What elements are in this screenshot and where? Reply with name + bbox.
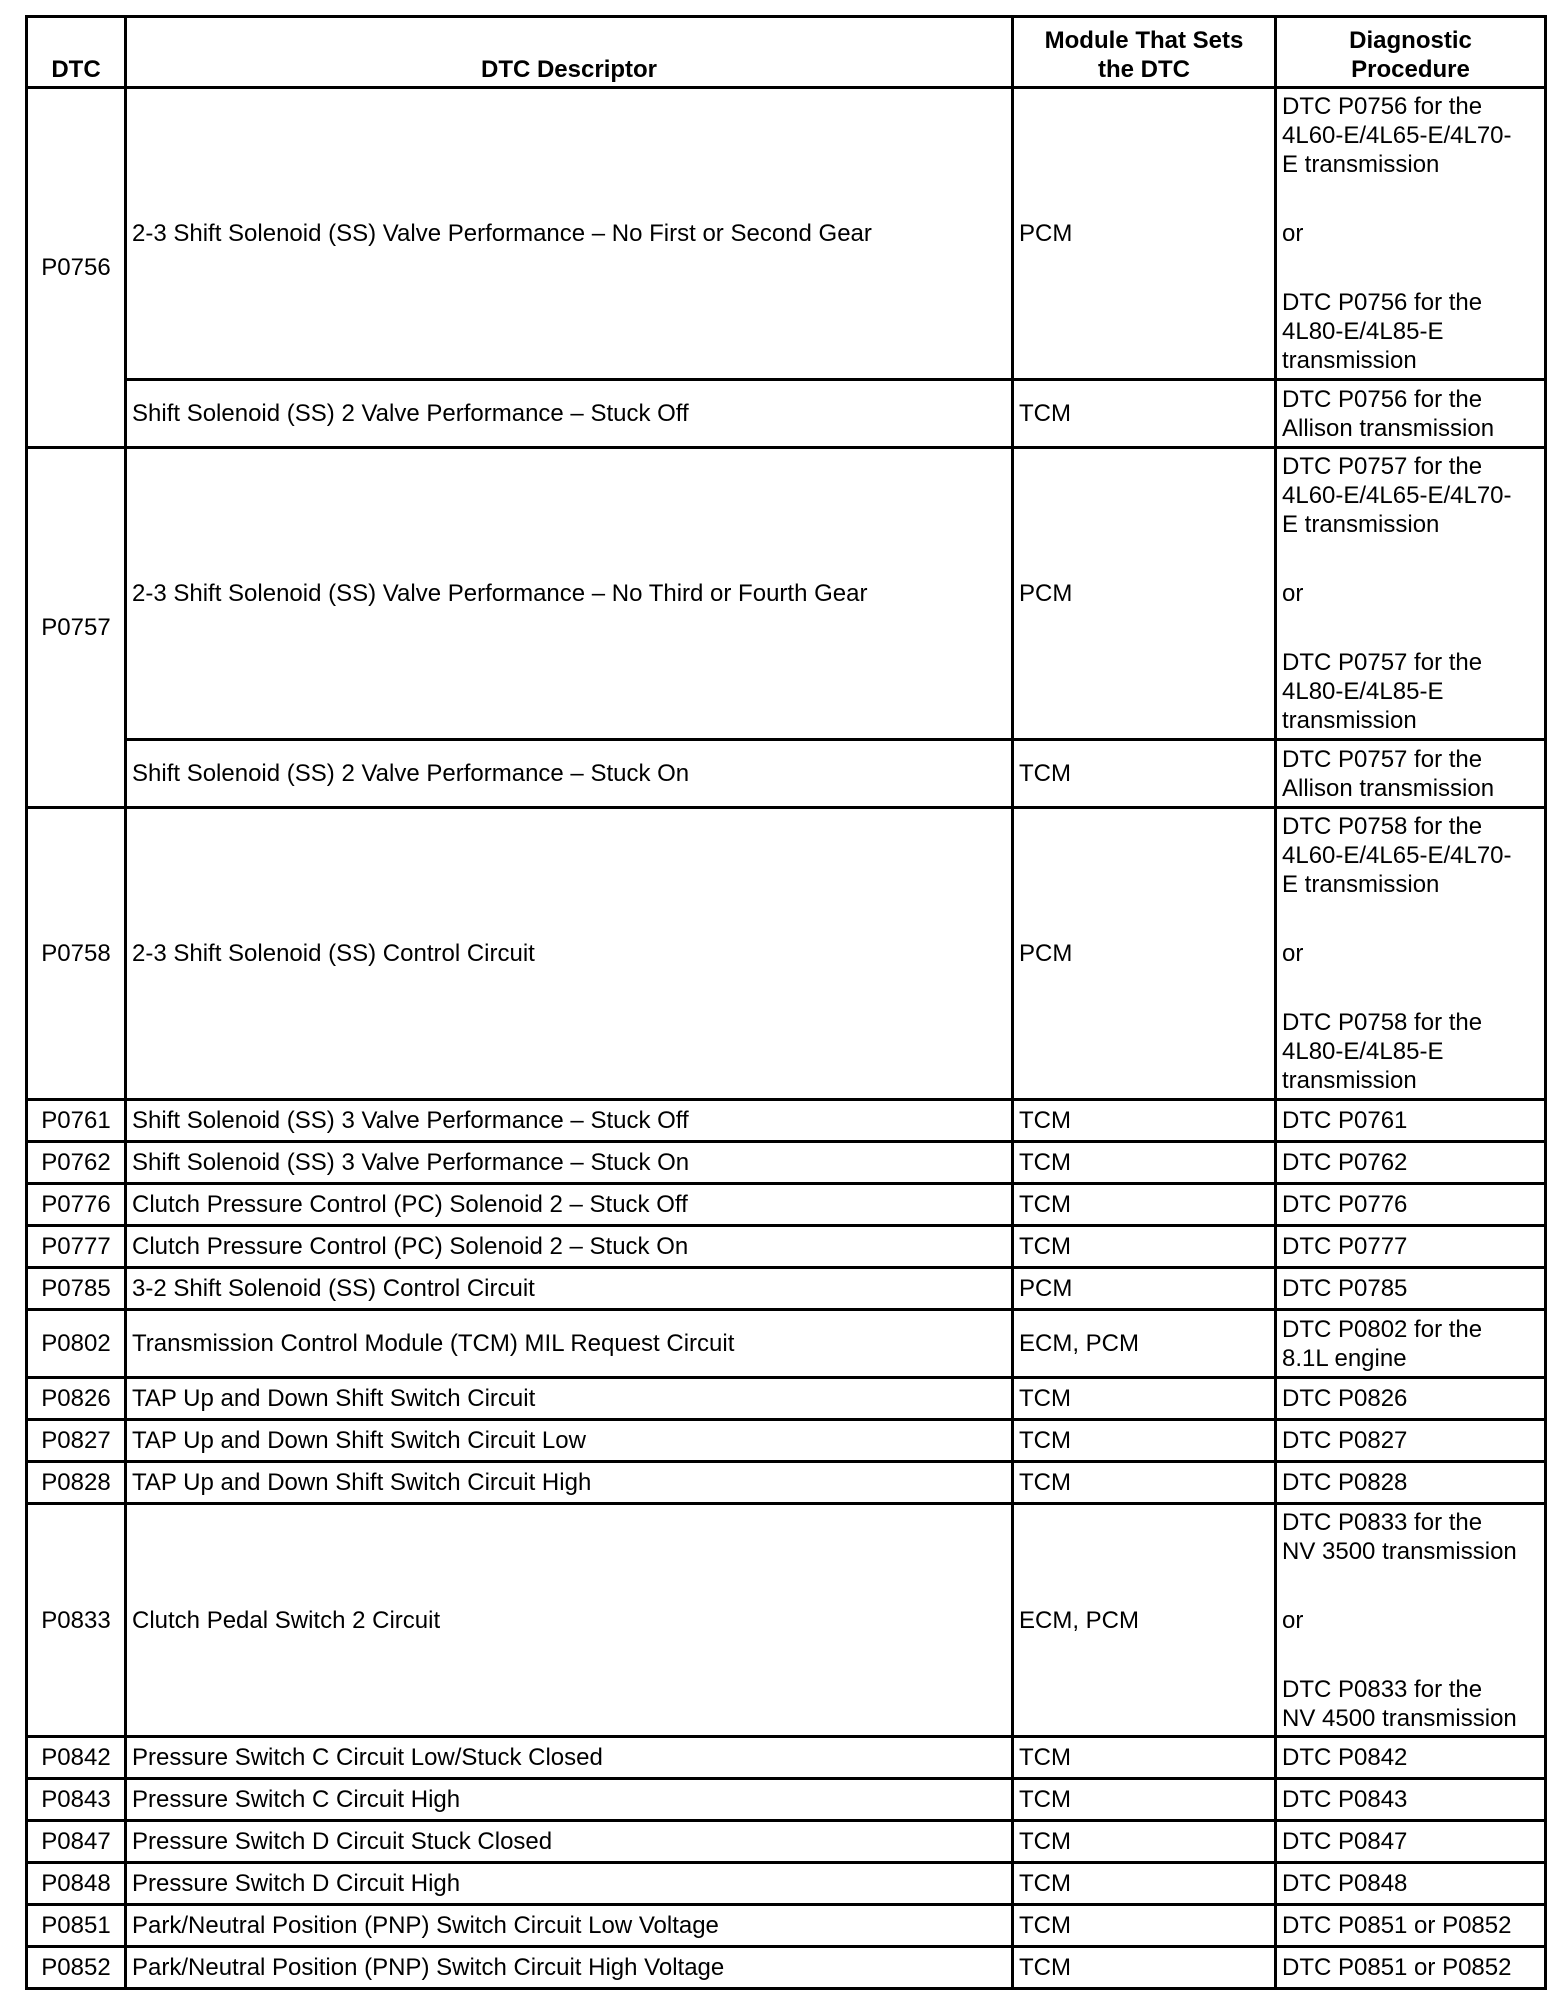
diagnostic-procedure xyxy=(1276,808,1546,1100)
table-row xyxy=(27,1310,1546,1378)
diagnostic-procedure: DTC P0851 or P0852 xyxy=(1276,1947,1546,1989)
dtc-descriptor: Pressure Switch D Circuit Stuck Closed xyxy=(126,1821,1013,1863)
header-module-line1: Module That Sets xyxy=(1044,27,1244,54)
dtc-descriptor: 2-3 Shift Solenoid (SS) Valve Performance – No First or Second Gear xyxy=(126,88,1013,380)
procedure-line: Allison transmission xyxy=(1282,414,1495,442)
procedure-spacer xyxy=(1282,1635,1539,1675)
dtc-descriptor: Pressure Switch D Circuit High xyxy=(126,1863,1013,1905)
diagnostic-procedure: DTC P0828 xyxy=(1276,1462,1546,1504)
dtc-code: P0785 xyxy=(27,1268,126,1310)
table-row xyxy=(27,1420,1546,1462)
header-descriptor: DTC Descriptor xyxy=(126,17,1013,88)
diagnostic-procedure xyxy=(1276,88,1546,380)
module: TCM xyxy=(1013,740,1276,808)
module: TCM xyxy=(1013,1184,1276,1226)
procedure-line: DTC P0756 for the xyxy=(1282,93,1483,120)
table-row xyxy=(27,88,1546,380)
header-module xyxy=(1013,17,1276,88)
dtc-code: P0826 xyxy=(27,1378,126,1420)
dtc-code: P0828 xyxy=(27,1462,126,1504)
dtc-code: P0851 xyxy=(27,1905,126,1947)
header-procedure-line1: Diagnostic xyxy=(1349,27,1472,54)
simple-rows-a xyxy=(27,1100,1546,1310)
dtc-descriptor: Clutch Pedal Switch 2 Circuit xyxy=(126,1504,1013,1737)
procedure-line: 4L60-E/4L65-E/4L70- xyxy=(1282,842,1512,869)
dtc-code: P0842 xyxy=(27,1737,126,1779)
diagnostic-procedure xyxy=(1276,448,1546,740)
procedure-line: Allison transmission xyxy=(1282,774,1495,802)
diagnostic-procedure xyxy=(1276,1310,1546,1378)
module: TCM xyxy=(1013,1863,1276,1905)
procedure-line: NV 4500 transmission xyxy=(1282,1704,1517,1732)
procedure-line: DTC P0758 for the xyxy=(1282,1009,1483,1036)
diagnostic-procedure: DTC P0761 xyxy=(1276,1100,1546,1142)
header-dtc: DTC xyxy=(27,17,126,88)
procedure-spacer xyxy=(1282,899,1539,939)
diagnostic-procedure: DTC P0827 xyxy=(1276,1420,1546,1462)
simple-rows-b xyxy=(27,1378,1546,1504)
module: TCM xyxy=(1013,1947,1276,1989)
module: TCM xyxy=(1013,1226,1276,1268)
diagnostic-procedure xyxy=(1276,1504,1546,1737)
dtc-code: P0802 xyxy=(27,1310,126,1378)
table-row xyxy=(27,808,1546,1100)
header-row xyxy=(27,17,1546,88)
dtc-code: P0776 xyxy=(27,1184,126,1226)
header-procedure xyxy=(1276,17,1546,88)
dtc-descriptor: Shift Solenoid (SS) 2 Valve Performance – Stuck On xyxy=(126,740,1013,808)
procedure-line: DTC P0833 for the xyxy=(1282,1508,1483,1536)
dtc-code: P0847 xyxy=(27,1821,126,1863)
procedure-line: 4L80-E/4L85-E xyxy=(1282,318,1444,345)
dtc-descriptor: TAP Up and Down Shift Switch Circuit xyxy=(126,1378,1013,1420)
dtc-descriptor: Transmission Control Module (TCM) MIL Request Circuit xyxy=(126,1310,1013,1378)
procedure-line: 4L60-E/4L65-E/4L70- xyxy=(1282,122,1512,149)
procedure-line: 8.1L engine xyxy=(1282,1344,1407,1372)
module: TCM xyxy=(1013,1420,1276,1462)
procedure-line: DTC P0757 for the xyxy=(1282,745,1483,773)
module: TCM xyxy=(1013,1378,1276,1420)
procedure-line: DTC P0758 for the xyxy=(1282,813,1483,840)
dtc-descriptor: Park/Neutral Position (PNP) Switch Circuit High Voltage xyxy=(126,1947,1013,1989)
diagnostic-procedure: DTC P0776 xyxy=(1276,1184,1546,1226)
table-row xyxy=(27,1142,1546,1184)
dtc-code: P0758 xyxy=(27,808,126,1100)
module: TCM xyxy=(1013,1142,1276,1184)
table-row xyxy=(27,1737,1546,1779)
dtc-code: P0833 xyxy=(27,1504,126,1737)
dtc-descriptor: TAP Up and Down Shift Switch Circuit High xyxy=(126,1462,1013,1504)
dtc-descriptor: 2-3 Shift Solenoid (SS) Valve Performance – No Third or Fourth Gear xyxy=(126,448,1013,740)
procedure-line: transmission xyxy=(1282,707,1417,734)
procedure-line: NV 3500 transmission xyxy=(1282,1537,1517,1565)
table-row xyxy=(27,1821,1546,1863)
dtc-code: P0761 xyxy=(27,1100,126,1142)
procedure-line: E transmission xyxy=(1282,511,1440,538)
diagnostic-procedure: DTC P0777 xyxy=(1276,1226,1546,1268)
dtc-code: P0756 xyxy=(27,88,126,448)
dtc-code: P0852 xyxy=(27,1947,126,1989)
procedure-line: E transmission xyxy=(1282,151,1440,178)
procedure-line: or xyxy=(1282,580,1304,607)
diagnostic-procedure: DTC P0851 or P0852 xyxy=(1276,1905,1546,1947)
table-row xyxy=(27,1905,1546,1947)
table-row xyxy=(27,380,1546,448)
dtc-descriptor: TAP Up and Down Shift Switch Circuit Low xyxy=(126,1420,1013,1462)
table-row xyxy=(27,740,1546,808)
module: PCM xyxy=(1013,88,1276,380)
module: TCM xyxy=(1013,1821,1276,1863)
module: PCM xyxy=(1013,1268,1276,1310)
module: PCM xyxy=(1013,448,1276,740)
procedure-spacer xyxy=(1282,1566,1539,1606)
procedure-line: DTC P0757 for the xyxy=(1282,649,1483,676)
procedure-line: DTC P0802 for the xyxy=(1282,1315,1483,1343)
dtc-code: P0777 xyxy=(27,1226,126,1268)
dtc-descriptor: Shift Solenoid (SS) 2 Valve Performance – Stuck Off xyxy=(126,380,1013,448)
procedure-line: transmission xyxy=(1282,1067,1417,1094)
dtc-descriptor: Pressure Switch C Circuit High xyxy=(126,1779,1013,1821)
table-row xyxy=(27,1863,1546,1905)
procedure-spacer xyxy=(1282,539,1539,579)
p0833-group xyxy=(27,1504,1546,1737)
module: ECM, PCM xyxy=(1013,1504,1276,1737)
dtc-descriptor: 3-2 Shift Solenoid (SS) Control Circuit xyxy=(126,1268,1013,1310)
module: TCM xyxy=(1013,1779,1276,1821)
diagnostic-procedure xyxy=(1276,740,1546,808)
procedure-line: DTC P0756 for the xyxy=(1282,385,1483,413)
procedure-line: DTC P0757 for the xyxy=(1282,453,1483,480)
dtc-descriptor: Clutch Pressure Control (PC) Solenoid 2 – Stuck On xyxy=(126,1226,1013,1268)
module: TCM xyxy=(1013,1905,1276,1947)
dtc-descriptor: Shift Solenoid (SS) 3 Valve Performance – Stuck Off xyxy=(126,1100,1013,1142)
dtc-descriptor: Clutch Pressure Control (PC) Solenoid 2 – Stuck Off xyxy=(126,1184,1013,1226)
module: ECM, PCM xyxy=(1013,1310,1276,1378)
procedure-spacer xyxy=(1282,248,1539,288)
dtc-code: P0757 xyxy=(27,448,126,808)
table-row xyxy=(27,1378,1546,1420)
diagnostic-procedure: DTC P0847 xyxy=(1276,1821,1546,1863)
procedure-spacer xyxy=(1282,968,1539,1008)
dtc-descriptor: Shift Solenoid (SS) 3 Valve Performance – Stuck On xyxy=(126,1142,1013,1184)
procedure-line: or xyxy=(1282,940,1304,967)
table-row xyxy=(27,1184,1546,1226)
procedure-spacer xyxy=(1282,608,1539,648)
module: TCM xyxy=(1013,1737,1276,1779)
dtc-code: P0762 xyxy=(27,1142,126,1184)
module: PCM xyxy=(1013,808,1276,1100)
procedure-line: DTC P0833 for the xyxy=(1282,1675,1483,1703)
table-row xyxy=(27,1947,1546,1989)
procedure-line: E transmission xyxy=(1282,871,1440,898)
dtc-code: P0827 xyxy=(27,1420,126,1462)
procedure-line: 4L60-E/4L65-E/4L70- xyxy=(1282,482,1512,509)
simple-rows-c xyxy=(27,1737,1546,1989)
module: TCM xyxy=(1013,1462,1276,1504)
header-procedure-line2: Procedure xyxy=(1351,56,1470,83)
table-row xyxy=(27,1779,1546,1821)
diagnostic-procedure: DTC P0848 xyxy=(1276,1863,1546,1905)
dtc-table xyxy=(25,15,1547,1990)
dtc-code: P0843 xyxy=(27,1779,126,1821)
procedure-line: 4L80-E/4L85-E xyxy=(1282,1038,1444,1065)
table-row xyxy=(27,448,1546,740)
table-row xyxy=(27,1268,1546,1310)
table-row xyxy=(27,1462,1546,1504)
diagnostic-procedure: DTC P0785 xyxy=(1276,1268,1546,1310)
diagnostic-procedure: DTC P0762 xyxy=(1276,1142,1546,1184)
diagnostic-procedure xyxy=(1276,380,1546,448)
procedure-line: or xyxy=(1282,220,1304,247)
module: TCM xyxy=(1013,380,1276,448)
dtc-code: P0848 xyxy=(27,1863,126,1905)
table-row xyxy=(27,1100,1546,1142)
module: TCM xyxy=(1013,1100,1276,1142)
procedure-line: 4L80-E/4L85-E xyxy=(1282,678,1444,705)
header-module-line2: the DTC xyxy=(1098,56,1190,83)
diagnostic-procedure: DTC P0842 xyxy=(1276,1737,1546,1779)
table-row xyxy=(27,1504,1546,1737)
dtc-descriptor: Park/Neutral Position (PNP) Switch Circuit Low Voltage xyxy=(126,1905,1013,1947)
procedure-line: transmission xyxy=(1282,347,1417,374)
procedure-line: DTC P0756 for the xyxy=(1282,289,1483,316)
procedure-spacer xyxy=(1282,179,1539,219)
procedure-line: or xyxy=(1282,1606,1304,1634)
dtc-descriptor: 2-3 Shift Solenoid (SS) Control Circuit xyxy=(126,808,1013,1100)
p0802-group xyxy=(27,1310,1546,1378)
table-row xyxy=(27,1226,1546,1268)
diagnostic-procedure: DTC P0843 xyxy=(1276,1779,1546,1821)
diagnostic-procedure: DTC P0826 xyxy=(1276,1378,1546,1420)
dtc-descriptor: Pressure Switch C Circuit Low/Stuck Closed xyxy=(126,1737,1013,1779)
